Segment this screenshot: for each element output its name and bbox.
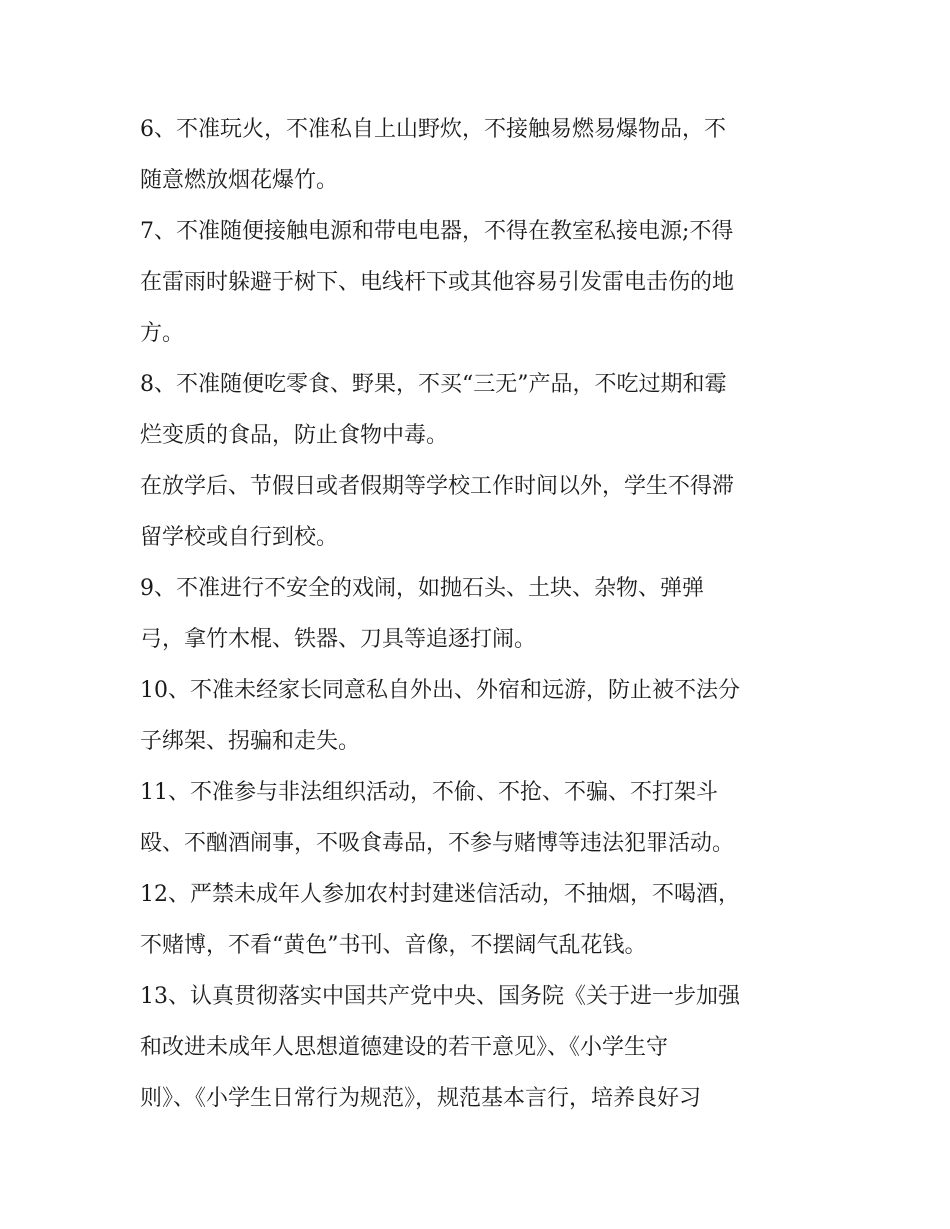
text-line: 11、不准参与非法组织活动，不偷、不抢、不骗、不打架斗	[140, 780, 718, 805]
text-line: 8、不准随便吃零食、野果，不买“三无”产品，不吃过期和霉	[140, 372, 727, 397]
text-line: 在雷雨时躲避于树下、电线杆下或其他容易引发雷电击伤的地	[140, 270, 735, 295]
text-line: 弓，拿竹木棍、铁器、刀具等追逐打闹。	[140, 627, 537, 652]
text-line: 6、不准玩火，不准私自上山野炊，不接触易燃易爆物品，不	[140, 117, 726, 142]
text-line: 7、不准随便接触电源和带电电器，不得在教室私接电源;不得	[140, 219, 734, 244]
text-line: 10、不准未经家长同意私自外出、外宿和远游，防止被不法分	[140, 678, 740, 703]
text-line: 殴、不酗酒闹事，不吸食毒品，不参与赌博等违法犯罪活动。	[140, 831, 735, 856]
text-line: 则》、《小学生日常行为规范》，规范基本言行，培养良好习	[140, 1086, 702, 1111]
text-line: 烂变质的食品，防止食物中毒。	[140, 423, 449, 448]
text-line: 在放学后、节假日或者假期等学校工作时间以外，学生不得滞	[140, 474, 735, 499]
text-line: 留学校或自行到校。	[140, 525, 339, 550]
text-line: 不赌博，不看“黄色”书刊、音像，不摆阔气乱花钱。	[140, 933, 647, 958]
text-line: 随意燃放烟花爆竹。	[140, 168, 339, 193]
text-line: 子绑架、拐骗和走失。	[140, 729, 361, 754]
text-line: 13、认真贯彻落实中国共产党中央、国务院《关于进一步加强	[140, 984, 740, 1009]
text-line: 方。	[140, 321, 185, 346]
text-line: 9、不准进行不安全的戏闹，如抛石头、土块、杂物、弹弹	[140, 576, 704, 601]
text-line: 和改进未成年人思想道德建设的若干意见》、《小学生守	[140, 1035, 669, 1060]
document-body	[140, 104, 820, 1124]
text-line: 12、严禁未成年人参加农村封建迷信活动，不抽烟，不喝酒，	[140, 882, 740, 907]
